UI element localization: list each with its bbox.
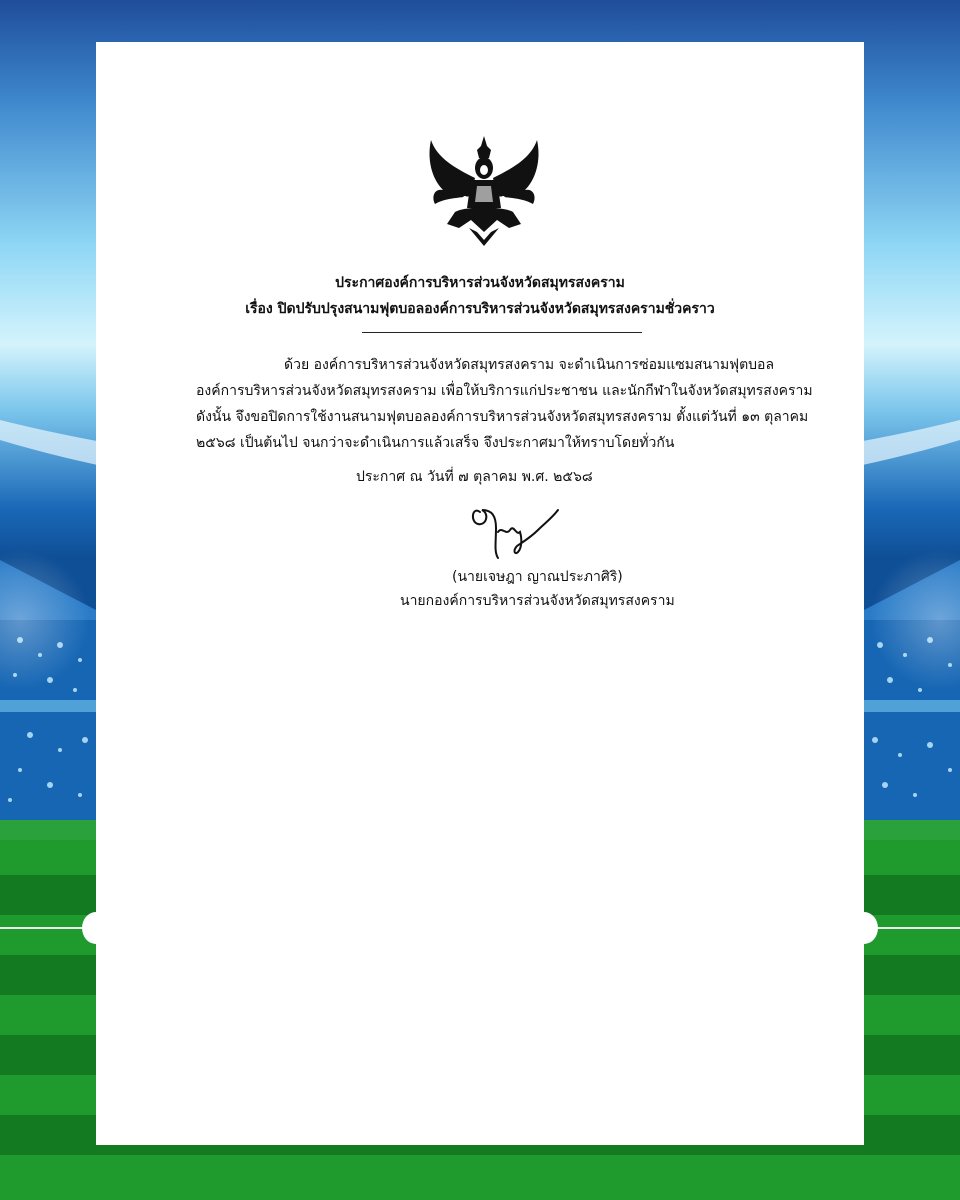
announcement-title: ประกาศองค์การบริหารส่วนจังหวัดสมุทรสงคราม bbox=[335, 275, 625, 291]
signature-icon bbox=[468, 502, 564, 564]
announcement-date: ประกาศ ณ วันที่ ๗ ตุลาคม พ.ศ. ๒๕๖๘ bbox=[356, 469, 593, 485]
body-line-3: ดังนั้น จึงขอปิดการใช้งานสนามฟุตบอลองค์การบริหารส่วนจังหวัดสมุทรสงคราม ตั้งแต่วันที่ ๑๓ ตุลาคม bbox=[196, 409, 809, 425]
body-line-2: องค์การบริหารส่วนจังหวัดสมุทรสงคราม เพื่อให้บริการแก่ประชาชน และนักกีฬาในจังหวัดสมุทรสงคราม bbox=[196, 383, 813, 399]
signer-name: (นายเจษฎา ญาณประภาศิริ) bbox=[452, 569, 623, 585]
garuda-emblem-icon bbox=[425, 128, 543, 250]
announcement-subject: เรื่อง ปิดปรับปรุงสนามฟุตบอลองค์การบริหารส่วนจังหวัดสมุทรสงครามชั่วคราว bbox=[245, 301, 715, 317]
title-divider bbox=[362, 332, 642, 333]
body-line-4: ๒๕๖๘ เป็นต้นไป จนกว่าจะดำเนินการแล้วเสร็จ จึงประกาศมาให้ทราบโดยทั่วกัน bbox=[196, 435, 675, 451]
body-line-1: ด้วย องค์การบริหารส่วนจังหวัดสมุทรสงคราม จะดำเนินการซ่อมแซมสนามฟุตบอล bbox=[284, 357, 775, 373]
signer-position: นายกองค์การบริหารส่วนจังหวัดสมุทรสงคราม bbox=[400, 593, 675, 609]
